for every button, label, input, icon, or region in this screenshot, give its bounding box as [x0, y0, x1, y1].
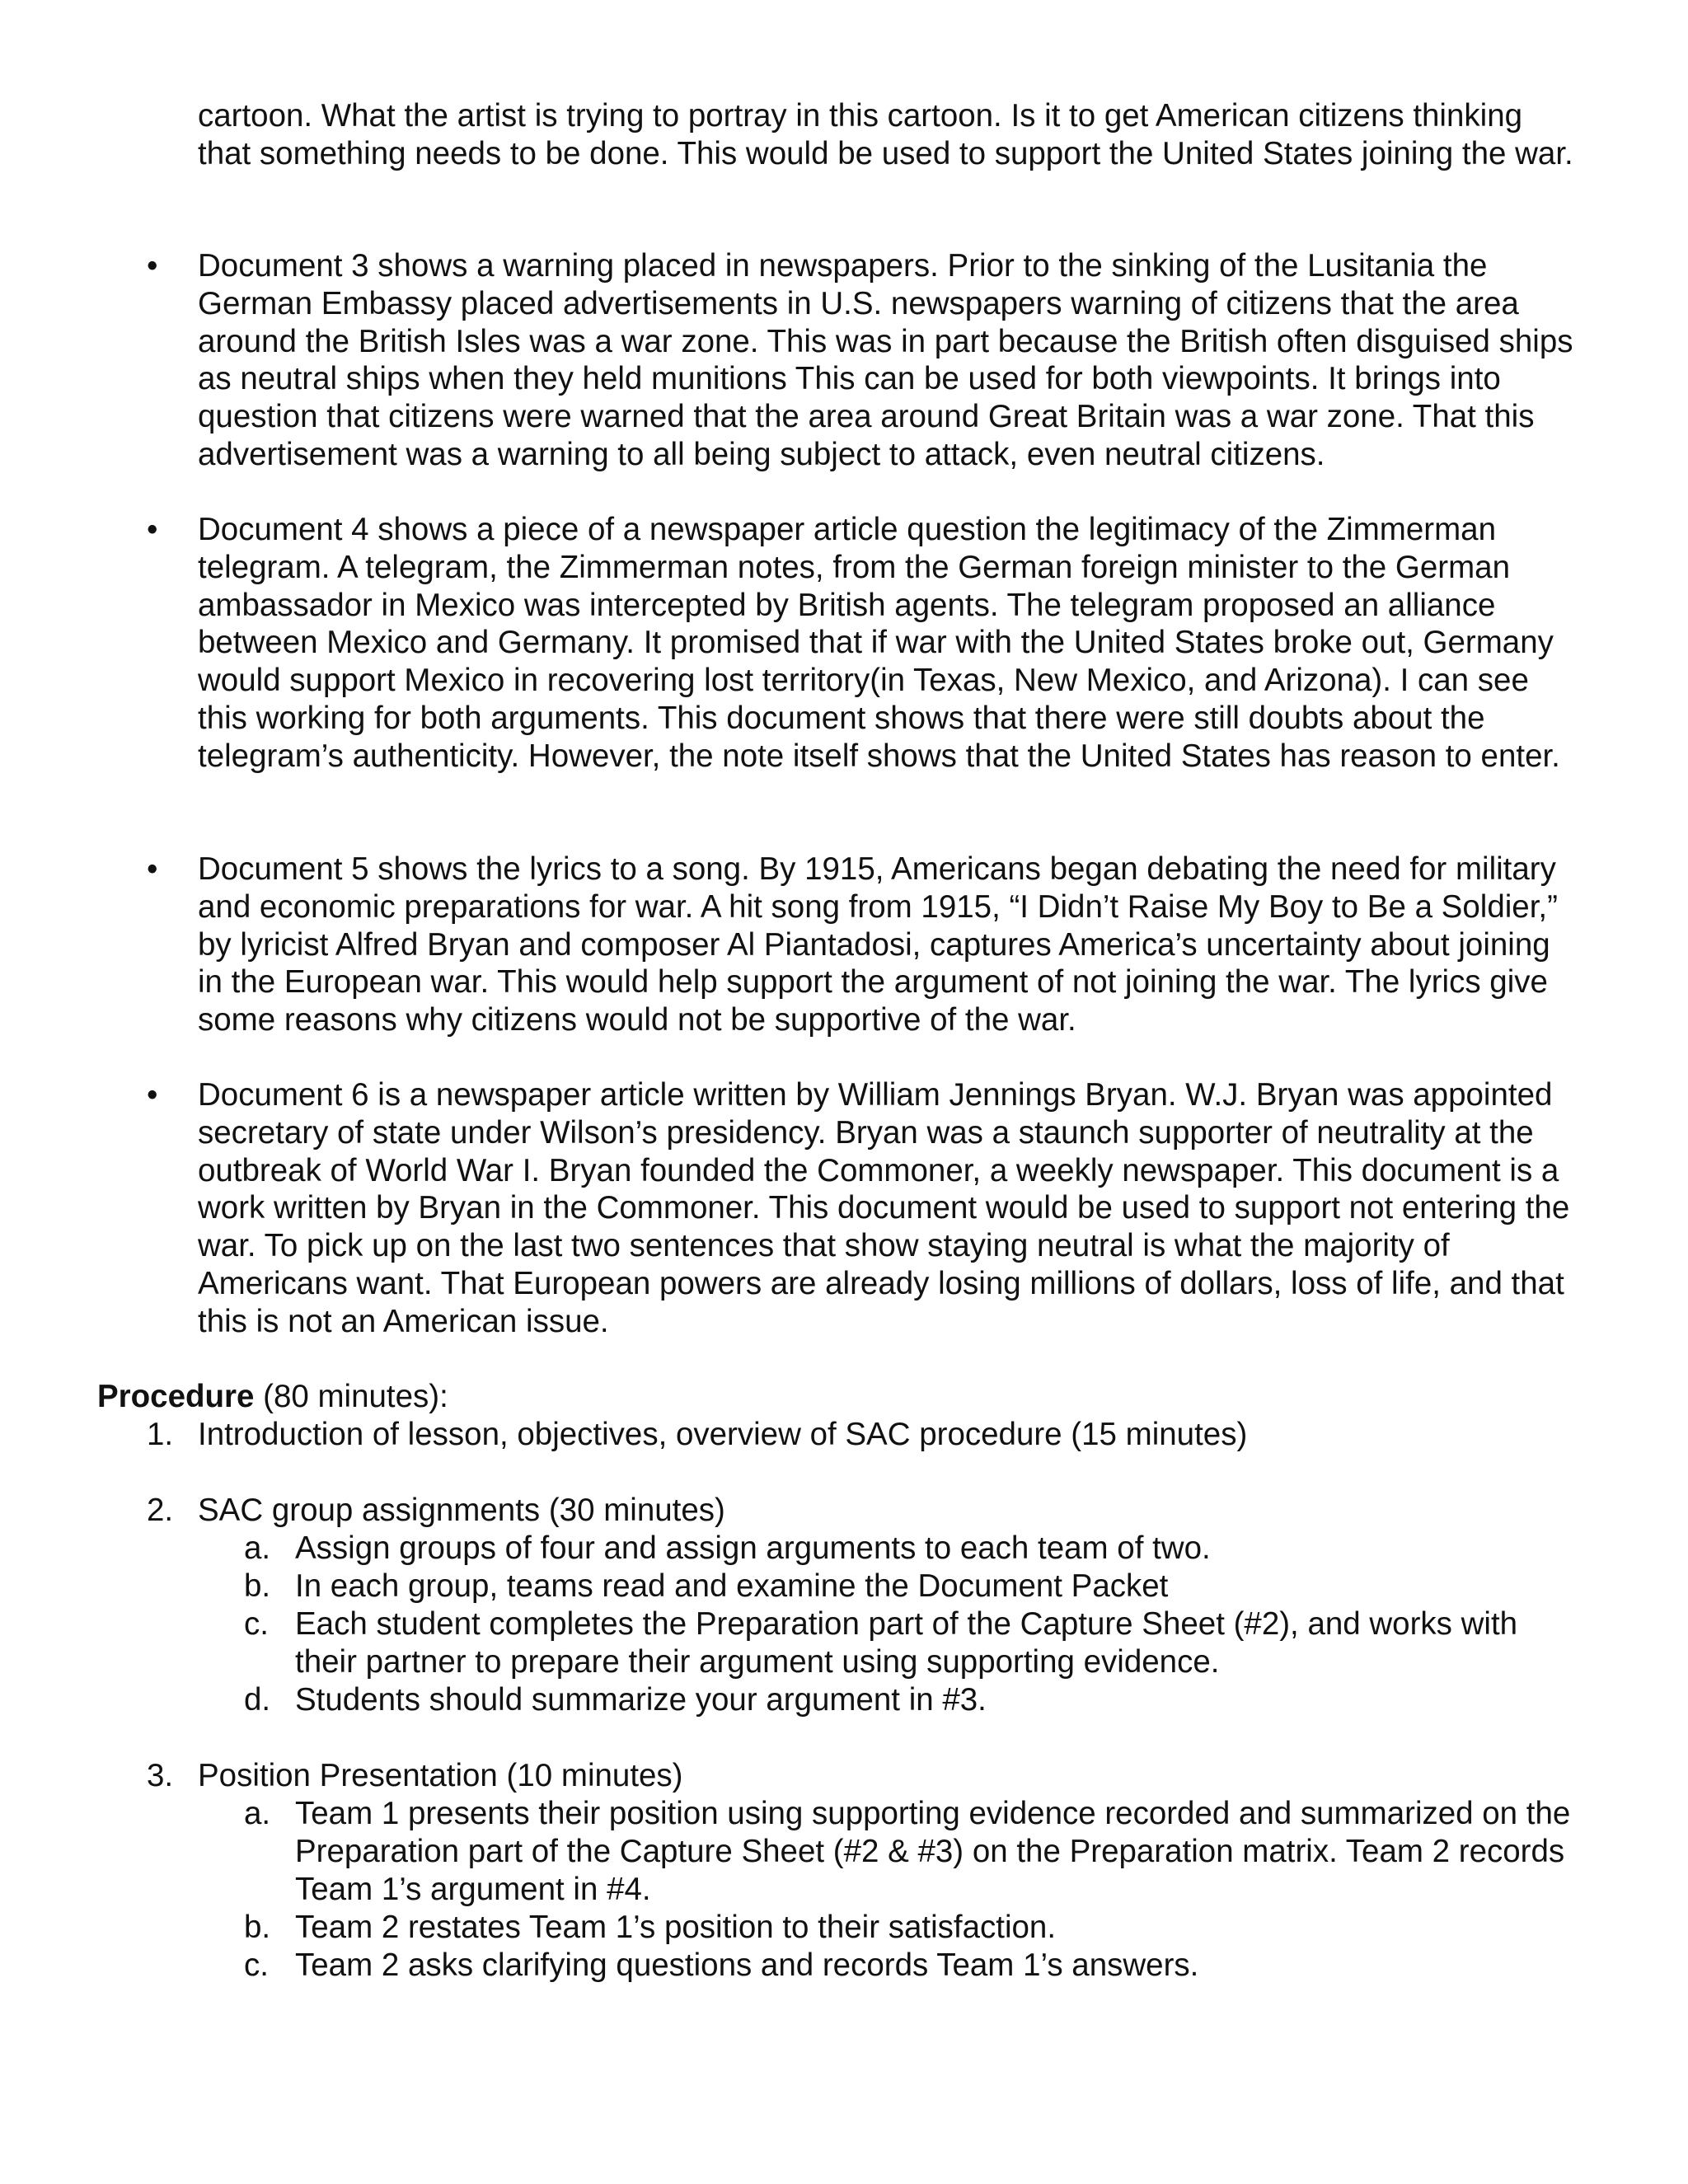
- step-number: 2.: [147, 1493, 174, 1528]
- step-number: 3.: [147, 1758, 174, 1793]
- substep-letter: c.: [244, 1947, 269, 1983]
- substep-text: In each group, teams read and examine the Document Packet: [295, 1568, 1169, 1604]
- substep-text: Students should summarize your argument in #3.: [295, 1682, 987, 1718]
- procedure-heading: [97, 1378, 448, 1416]
- substep-text: Each student completes the Preparation part of the Capture Sheet (#2), and works with their partner to prepare their argument using supporting evidence.: [295, 1606, 1518, 1680]
- document-3-paragraph: Document 3 shows a warning placed in newspapers. Prior to the sinking of the Lusitania the German Embassy placed advertisements in U.S. newspapers warning of citizens that the area around the British Isles was a war zone. This was in part because the British often disguised ships as neutral ships when they held munitions This can be used for both viewpoints. It brings into question that citizens were warned that the area around Great Britain was a war zone. That this advertisement was a warning to all being subject to attack, even neutral citizens.: [198, 248, 1573, 472]
- substep-text: Assign groups of four and assign arguments to each team of two.: [295, 1530, 1211, 1566]
- substep-letter: b.: [244, 1910, 271, 1945]
- document-4-paragraph: Document 4 shows a piece of a newspaper article question the legitimacy of the Zimmerman telegram. A telegram, the Zimmerman notes, from the German foreign minister to the German ambassador in Mexico was intercepted by British agents. The telegram proposed an alliance between Mexico and Germany. It promised that if war with the United States broke out, Germany would support Mexico in recovering lost territory(in Texas, New Mexico, and Arizona). I can see this working for both arguments. This document shows that there were still doubts about the telegram’s authenticity. However, the note itself shows that the United States has reason to enter.: [198, 512, 1560, 774]
- substep-letter: a.: [244, 1530, 271, 1566]
- substep-text: Team 1 presents their position using supporting evidence recorded and summarized on the Preparation part of the Capture Sheet (#2 & #3) on the Preparation matrix. Team 2 records Team 1’s argument in #4.: [295, 1796, 1571, 1907]
- procedure-title: Procedure: [97, 1379, 255, 1414]
- substep-letter: b.: [244, 1568, 271, 1604]
- step-number: 1.: [147, 1417, 174, 1452]
- bullet-marker: •: [147, 512, 158, 547]
- bullet-marker: •: [147, 851, 158, 887]
- document-6-paragraph: Document 6 is a newspaper article written by William Jennings Bryan. W.J. Bryan was appointed secretary of state under Wilson’s presidency. Bryan was a staunch supporter of neutrality at the outbreak of World War I. Bryan founded the Commoner, a weekly newspaper. This document is a work written by Bryan in the Commoner. This document would be used to support not entering the war. To pick up on the last two sentences that show staying neutral is what the majority of Americans want. That European powers are already losing millions of dollars, loss of life, and that this is not an American issue.: [198, 1077, 1570, 1339]
- step-1-text: Introduction of lesson, objectives, overview of SAC procedure (15 minutes): [198, 1417, 1248, 1452]
- intro-continuation-paragraph: cartoon. What the artist is trying to portray in this cartoon. Is it to get American citizens thinking that something needs to be done. This would be used to support the United States joining the war.: [198, 98, 1573, 171]
- step-2-text: SAC group assignments (30 minutes): [198, 1493, 725, 1528]
- bullet-marker: •: [147, 248, 158, 284]
- procedure-duration: (80 minutes):: [254, 1379, 448, 1414]
- document-5-paragraph: Document 5 shows the lyrics to a song. By 1915, Americans began debating the need for military and economic preparations for war. A hit song from 1915, “I Didn’t Raise My Boy to Be a Soldier,” by lyricist Alfred Bryan and composer Al Piantadosi, captures America’s uncertainty about joining in the European war. This would help support the argument of not joining the war. The lyrics give some reasons why citizens would not be supportive of the war.: [198, 851, 1558, 1038]
- substep-text: Team 2 restates Team 1’s position to their satisfaction.: [295, 1910, 1057, 1945]
- substep-letter: d.: [244, 1682, 271, 1718]
- step-3-text: Position Presentation (10 minutes): [198, 1758, 683, 1793]
- bullet-marker: •: [147, 1077, 158, 1113]
- substep-text: Team 2 asks clarifying questions and records Team 1’s answers.: [295, 1947, 1199, 1983]
- substep-letter: c.: [244, 1606, 269, 1642]
- substep-letter: a.: [244, 1796, 271, 1831]
